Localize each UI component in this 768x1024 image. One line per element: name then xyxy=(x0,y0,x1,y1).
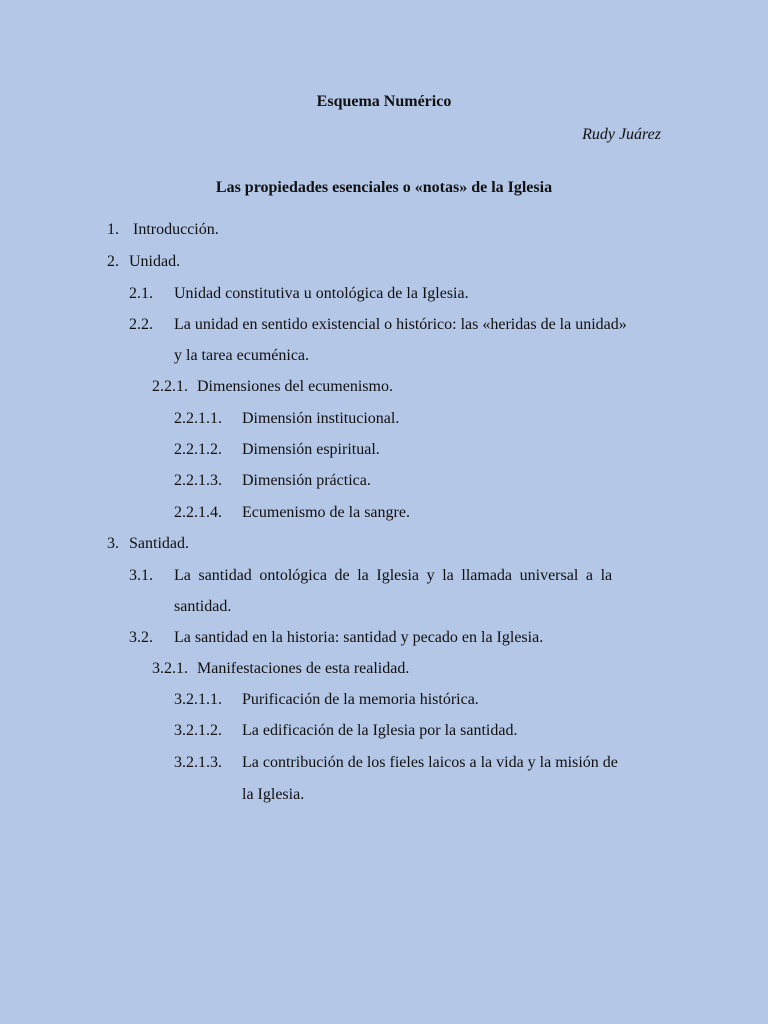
outline-number: 2.2.1. xyxy=(152,378,188,395)
outline-number: 3.2.1.2. xyxy=(174,722,222,739)
outline-text-continuation: santidad. xyxy=(174,598,232,615)
outline-text-content: La santidad ontológica de la Iglesia y la llamada universal a la xyxy=(174,567,613,584)
outline-text xyxy=(174,566,661,586)
outline-text: Santidad. xyxy=(129,535,189,552)
outline-number: 2. xyxy=(107,253,119,270)
outline-text-continuation: y la tarea ecuménica. xyxy=(174,347,310,364)
outline-text: Manifestaciones de esta realidad. xyxy=(197,660,410,677)
outline-number: 1. xyxy=(107,221,119,238)
outline-number: 3.2.1.3. xyxy=(174,754,222,771)
outline-text: Unidad constitutiva u ontológica de la Iglesia. xyxy=(174,285,469,302)
outline-text: Dimensión espiritual. xyxy=(242,441,380,458)
outline-number: 3.2.1. xyxy=(152,660,188,677)
outline-number: 3. xyxy=(107,535,119,552)
outline-text: Introducción. xyxy=(133,221,219,238)
outline-number: 2.2.1.2. xyxy=(174,441,222,458)
outline-text: Ecumenismo de la sangre. xyxy=(242,504,410,521)
outline-text: Dimensión institucional. xyxy=(242,410,400,427)
outline-text: Dimensión práctica. xyxy=(242,472,371,489)
document-title: Esquema Numérico xyxy=(316,93,452,110)
outline-number: 2.2.1.1. xyxy=(174,410,222,427)
outline-number: 3.2.1.1. xyxy=(174,691,222,708)
outline-text: Dimensiones del ecumenismo. xyxy=(197,378,393,395)
outline-number: 3.1. xyxy=(129,567,153,584)
outline-text-continuation: la Iglesia. xyxy=(242,786,305,803)
outline-number: 2.2.1.3. xyxy=(174,472,222,489)
outline-text: Purificación de la memoria histórica. xyxy=(242,691,479,708)
outline-number: 3.2. xyxy=(129,629,153,646)
outline-number: 2.1. xyxy=(129,285,153,302)
outline-text: La edificación de la Iglesia por la santidad. xyxy=(242,722,518,739)
outline-text: La contribución de los fieles laicos a la vida y la misión de xyxy=(242,754,618,771)
outline-text: Unidad. xyxy=(129,253,181,270)
document-heading: Las propiedades esenciales o «notas» de la Iglesia xyxy=(215,179,553,196)
outline-text: La unidad en sentido existencial o histórico: las «heridas de la unidad» xyxy=(174,316,627,333)
document-author: Rudy Juárez xyxy=(582,126,661,143)
outline-text: La santidad en la historia: santidad y pecado en la Iglesia. xyxy=(174,629,544,646)
outline-number: 2.2. xyxy=(129,316,153,333)
outline-number: 2.2.1.4. xyxy=(174,504,222,521)
